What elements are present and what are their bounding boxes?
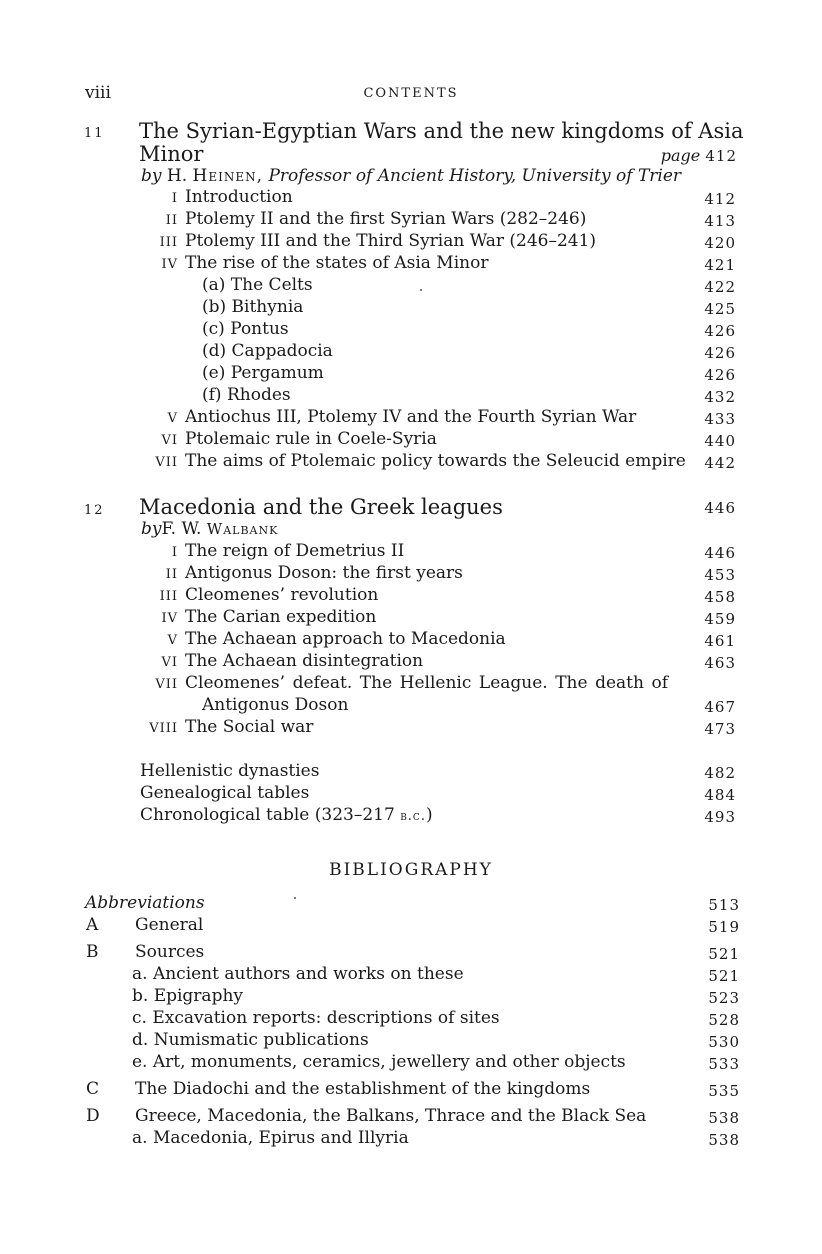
- print-speck: [420, 289, 422, 291]
- author-affiliation: Professor of Ancient History, University of Trier: [268, 166, 682, 186]
- section-title: (e) Pergamum: [202, 363, 324, 383]
- section-title: Cleomenes’ defeat. The Hellenic League. The death of: [185, 673, 668, 693]
- chapter-author: [141, 519, 278, 539]
- section-title: Cleomenes’ revolution: [185, 585, 379, 605]
- entry-title: Sources: [135, 942, 205, 962]
- toc-entry: [0, 385, 822, 407]
- appendix-page: 482: [704, 764, 736, 782]
- toc-entry: [0, 319, 822, 341]
- section-title: Antiochus III, Ptolemy IV and the Fourth Syrian War: [185, 407, 637, 427]
- entry-page: 535: [708, 1082, 740, 1100]
- chapter-title: Macedonia and the Greek leagues: [139, 495, 503, 519]
- toc-entry: [0, 297, 822, 319]
- toc-entry: [0, 805, 822, 827]
- section-title: Antigonus Doson: the first years: [185, 563, 463, 583]
- toc-entry: [0, 451, 822, 473]
- section-page: 426: [704, 366, 736, 384]
- by-label: by: [141, 519, 162, 539]
- entry-page: 523: [708, 989, 740, 1007]
- bibliography-entry: [0, 1008, 822, 1030]
- section-page: 433: [704, 410, 736, 428]
- chapter-author: [141, 166, 681, 186]
- bibliography-entry: [0, 942, 822, 964]
- bibliography-entry: [0, 986, 822, 1008]
- toc-entry: [0, 607, 822, 629]
- entry-page: 530: [708, 1033, 740, 1051]
- section-page: 453: [704, 566, 736, 584]
- section-title: The Achaean disintegration: [185, 651, 424, 671]
- section-page: 442: [704, 454, 736, 472]
- author-name: Walbank: [206, 520, 279, 538]
- entry-page: 538: [708, 1131, 740, 1149]
- bibliography-entry: [0, 1079, 822, 1101]
- section-numeral: V: [167, 633, 178, 648]
- section-page: 463: [704, 654, 736, 672]
- section-page: 426: [704, 344, 736, 362]
- toc-entry: [0, 429, 822, 451]
- entry-title: c. Excavation reports: descriptions of sites: [132, 1008, 500, 1028]
- page-number: viii: [85, 83, 111, 103]
- toc-entry: [0, 363, 822, 385]
- appendix-title-text: Chronological table (323–217: [140, 805, 395, 825]
- section-title: (b) Bithynia: [202, 297, 304, 317]
- chapter-page: [661, 146, 737, 165]
- toc-entry: [0, 541, 822, 563]
- section-page: 473: [704, 720, 736, 738]
- section-numeral: III: [159, 235, 178, 250]
- section-title: (d) Cappadocia: [202, 341, 333, 361]
- chapter-title-continued: Minor: [139, 142, 204, 166]
- toc-entry: [0, 761, 822, 783]
- entry-title: The Diadochi and the establishment of the kingdoms: [135, 1079, 591, 1099]
- section-numeral: VI: [161, 433, 178, 448]
- section-title: (c) Pontus: [202, 319, 289, 339]
- section-title: Ptolemaic rule in Coele-Syria: [185, 429, 437, 449]
- appendix-title: [140, 783, 309, 803]
- toc-entry: [0, 563, 822, 585]
- page-label: page: [660, 146, 701, 165]
- appendix-title-text: Hellenistic dynasties: [140, 761, 320, 781]
- entry-page: 521: [708, 945, 740, 963]
- bibliography-entry: [0, 915, 822, 937]
- section-page: 420: [704, 234, 736, 252]
- toc-entry: [0, 651, 822, 673]
- entry-title: Abbreviations: [85, 893, 205, 913]
- entry-page: 533: [708, 1055, 740, 1073]
- section-numeral: V: [167, 411, 178, 426]
- author-initials: F. W.: [161, 519, 202, 539]
- section-page: 412: [704, 190, 736, 208]
- entry-title: a. Ancient authors and works on these: [132, 964, 464, 984]
- section-title: (a) The Celts: [202, 275, 313, 295]
- toc-entry: [0, 253, 822, 275]
- section-page: 458: [704, 588, 736, 606]
- entry-page: 538: [708, 1109, 740, 1127]
- bibliography-heading: BIBLIOGRAPHY: [329, 860, 493, 880]
- appendix-title: [140, 805, 433, 825]
- section-letter: C: [86, 1079, 100, 1099]
- bibliography-entry: [0, 1106, 822, 1128]
- entry-page: 521: [708, 967, 740, 985]
- toc-entry: [0, 783, 822, 805]
- entry-title: d. Numismatic publications: [132, 1030, 369, 1050]
- section-numeral: VIII: [149, 721, 178, 736]
- section-numeral: II: [165, 567, 178, 582]
- bibliography-entry: [0, 1128, 822, 1150]
- section-page: 421: [704, 256, 736, 274]
- entry-title: e. Art, monuments, ceramics, jewellery and other objects: [132, 1052, 626, 1072]
- section-letter: B: [86, 942, 99, 962]
- bibliography-entry: [0, 893, 822, 915]
- entry-title: a. Macedonia, Epirus and Illyria: [132, 1128, 409, 1148]
- section-letter: D: [86, 1106, 100, 1126]
- section-numeral: VII: [155, 677, 178, 692]
- toc-entry: [0, 407, 822, 429]
- entry-page: 513: [708, 896, 740, 914]
- entry-title: Greece, Macedonia, the Balkans, Thrace and the Black Sea: [135, 1106, 647, 1126]
- section-page: 461: [704, 632, 736, 650]
- toc-entry: [0, 673, 822, 717]
- entry-page: 519: [708, 918, 740, 936]
- bibliography-entry: [0, 964, 822, 986]
- section-page: 422: [704, 278, 736, 296]
- era-label: b.c.: [400, 809, 426, 824]
- section-page: 425: [704, 300, 736, 318]
- toc-entry: [0, 209, 822, 231]
- by-label: by: [141, 166, 162, 186]
- closing-paren: ): [425, 805, 433, 825]
- toc-entry: [0, 275, 822, 297]
- section-title: Ptolemy III and the Third Syrian War (246–241): [185, 231, 597, 251]
- appendix-page: 493: [704, 808, 736, 826]
- entry-title: b. Epigraphy: [132, 986, 243, 1006]
- section-letter: A: [86, 915, 99, 935]
- section-numeral: VII: [155, 455, 178, 470]
- section-numeral: IV: [161, 611, 178, 626]
- section-numeral: III: [159, 589, 178, 604]
- page-header-title: CONTENTS: [363, 86, 459, 101]
- toc-entry: [0, 585, 822, 607]
- toc-entry: [0, 231, 822, 253]
- section-numeral: I: [171, 191, 178, 206]
- toc-entry: [0, 187, 822, 209]
- chapter-number: 11: [84, 126, 105, 141]
- chapter-title: The Syrian-Egyptian Wars and the new kingdoms of Asia: [139, 119, 744, 143]
- section-page: 432: [704, 388, 736, 406]
- section-title: The Achaean approach to Macedonia: [185, 629, 506, 649]
- bibliography-entry: [0, 1030, 822, 1052]
- print-speck: [294, 897, 296, 899]
- section-title: The aims of Ptolemaic policy towards the Seleucid empire: [185, 451, 686, 471]
- toc-entry: [0, 629, 822, 651]
- bibliography-entry: [0, 1052, 822, 1074]
- section-page: 467: [704, 698, 736, 716]
- chapter-page: 446: [704, 499, 736, 517]
- entry-page: 528: [708, 1011, 740, 1029]
- section-numeral: IV: [161, 257, 178, 272]
- page-value: 412: [705, 147, 737, 165]
- section-title: The Social war: [185, 717, 314, 737]
- section-page: 446: [704, 544, 736, 562]
- section-page: 440: [704, 432, 736, 450]
- section-title: Introduction: [185, 187, 293, 207]
- section-page: 459: [704, 610, 736, 628]
- section-title: The Carian expedition: [185, 607, 377, 627]
- author-initial: H.: [166, 166, 188, 186]
- chapter-number: 12: [84, 503, 105, 518]
- appendix-title: [140, 761, 319, 781]
- author-name: Heinen,: [192, 166, 264, 186]
- section-title: The reign of Demetrius II: [185, 541, 405, 561]
- appendix-page: 484: [704, 786, 736, 804]
- section-numeral: II: [165, 213, 178, 228]
- section-numeral: I: [171, 545, 178, 560]
- entry-title: General: [135, 915, 204, 935]
- section-page: 426: [704, 322, 736, 340]
- toc-entry: [0, 341, 822, 363]
- section-page: 413: [704, 212, 736, 230]
- section-title: (f) Rhodes: [202, 385, 291, 405]
- appendix-title-text: Genealogical tables: [140, 783, 310, 803]
- section-title-continued: Antigonus Doson: [202, 695, 349, 715]
- section-title: The rise of the states of Asia Minor: [185, 253, 489, 273]
- section-title: Ptolemy II and the first Syrian Wars (282–246): [185, 209, 587, 229]
- section-numeral: VI: [161, 655, 178, 670]
- toc-entry: [0, 717, 822, 739]
